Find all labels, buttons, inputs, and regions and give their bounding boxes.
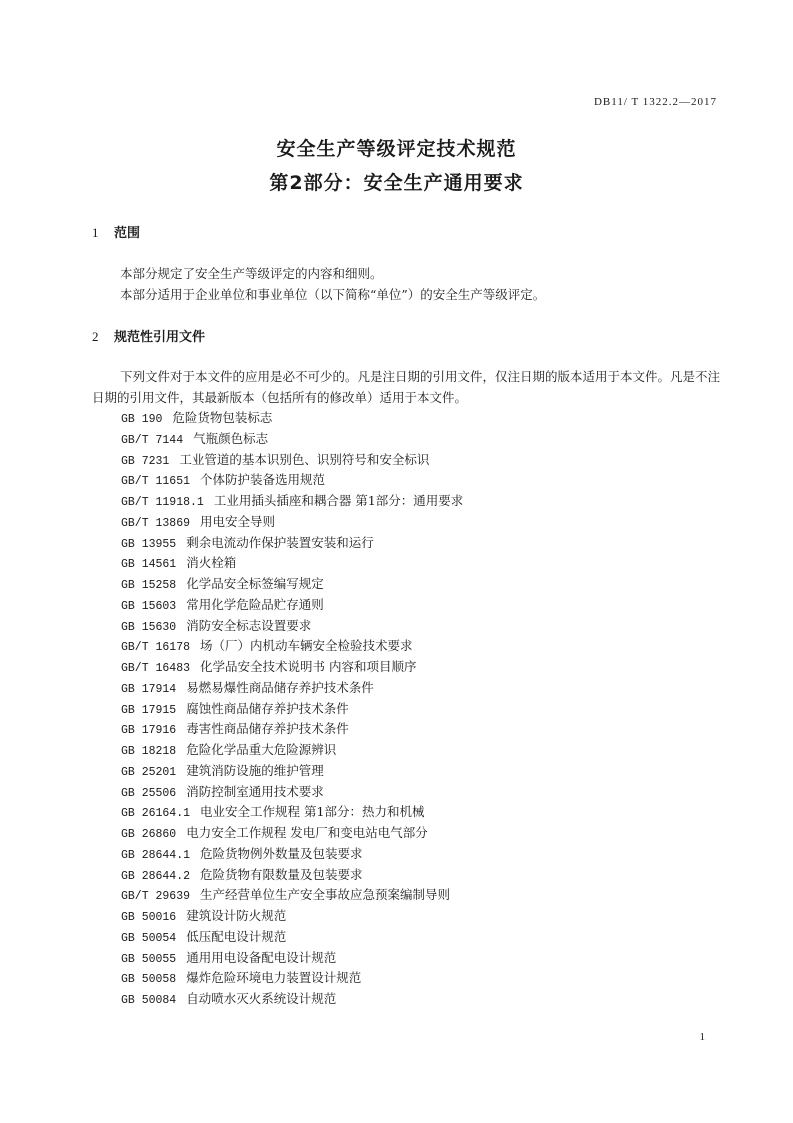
reference-title: 个体防护装备选用规范	[200, 472, 326, 488]
document-subtitle: 第2部分：安全生产通用要求	[269, 172, 524, 194]
reference-code: GB 26164.1	[121, 807, 191, 821]
reference-title: 危险货物包装标志	[172, 410, 273, 425]
reference-code: GB 28644.1	[121, 848, 191, 862]
section-title: 规范性引用文件	[114, 330, 206, 345]
reference-title: 低压配电设计规范	[186, 928, 287, 944]
reference-title: 生产经营单位生产安全事故应急预案编制导则	[200, 887, 451, 903]
reference-item	[121, 470, 463, 491]
standard-code: DB11/ T 1322.2—2017	[593, 96, 717, 108]
reference-code: GB 50054	[121, 931, 177, 945]
reference-item	[121, 719, 463, 740]
reference-code: GB/T 16483	[121, 662, 191, 675]
reference-code: GB 13955	[121, 537, 177, 551]
reference-item	[121, 948, 463, 969]
reference-title: 电力安全工作规程 发电厂和变电站电气部分	[186, 825, 428, 840]
reference-code: GB 28644.2	[121, 869, 191, 883]
reference-code: GB 26860	[121, 828, 177, 841]
reference-code: GB 50058	[121, 973, 177, 987]
reference-title: 危险货物有限数量及包装要求	[200, 866, 363, 882]
reference-title: 常用化学危险品贮存通则	[186, 596, 324, 612]
reference-item	[121, 657, 463, 678]
reference-code: GB/T 7144	[121, 433, 184, 447]
section-number: 2	[92, 329, 99, 344]
reference-code: GB/T 11918.1	[121, 496, 204, 509]
reference-title: 用电安全导则	[200, 513, 276, 529]
reference-code: GB 18218	[121, 745, 177, 758]
reference-title: 剩余电流动作保护装置安装和运行	[186, 534, 374, 550]
reference-code: GB 17915	[121, 703, 177, 717]
reference-item	[121, 823, 463, 844]
reference-code: GB 15603	[121, 599, 177, 613]
reference-list	[121, 408, 463, 1010]
reference-item	[121, 429, 463, 450]
reference-title: 工业用插头插座和耦合器 第1部分：通用要求	[213, 493, 464, 508]
reference-item	[121, 595, 463, 616]
scope-paragraph: 本部分适用于企业单位和事业单位（以下简称“单位”）的安全生产等级评定。	[120, 287, 546, 302]
scope-paragraph: 本部分规定了安全生产等级评定的内容和细则。	[120, 266, 383, 281]
page-number: 1	[699, 1031, 705, 1043]
reference-item	[121, 699, 463, 720]
references-intro-paragraph: 下列文件对于本文件的应用是必不可少的。凡是注日期的引用文件，仅注日期的版本适用于本文件。凡是不注日期的引用文件，其最新版本（包括所有的修改单）适用于本文件。	[92, 369, 721, 405]
reference-item	[121, 450, 463, 471]
reference-item	[121, 865, 463, 886]
reference-item	[121, 761, 463, 782]
reference-item	[121, 968, 463, 989]
reference-title: 爆炸危险环境电力装置设计规范	[186, 970, 362, 986]
reference-title: 消防安全标志设置要求	[186, 617, 312, 633]
reference-item	[121, 782, 463, 803]
reference-code: GB 14561	[121, 558, 177, 572]
section-heading-normative-references	[92, 326, 205, 345]
reference-item	[121, 740, 463, 761]
reference-item	[121, 574, 463, 595]
reference-code: GB 17916	[121, 724, 177, 738]
reference-title: 毒害性商品储存养护技术条件	[186, 721, 349, 737]
reference-title: 建筑设计防火规范	[186, 908, 287, 923]
reference-title: 工业管道的基本识别色、识别符号和安全标识	[179, 451, 430, 467]
reference-item	[121, 553, 463, 574]
reference-item	[121, 533, 463, 554]
reference-code: GB 50055	[121, 952, 177, 966]
reference-item	[121, 678, 463, 699]
reference-title: 化学品安全技术说明书 内容和项目顺序	[200, 659, 417, 674]
section-number: 1	[92, 225, 99, 240]
reference-item	[121, 927, 463, 948]
reference-item	[121, 616, 463, 637]
reference-item	[121, 802, 463, 823]
document-title: 安全生产等级评定技术规范	[276, 138, 517, 160]
reference-title: 消火栓箱	[186, 555, 237, 571]
reference-code: GB 50084	[121, 994, 177, 1007]
reference-code: GB 50016	[121, 911, 177, 924]
reference-code: GB 25201	[121, 765, 177, 779]
reference-title: 危险化学品重大危险源辨识	[186, 742, 337, 757]
section-heading-scope	[92, 222, 140, 241]
reference-item	[121, 512, 463, 533]
reference-item	[121, 989, 463, 1010]
reference-code: GB/T 11651	[121, 475, 191, 489]
reference-item	[121, 408, 463, 429]
reference-code: GB/T 16178	[121, 641, 191, 655]
reference-title: 消防控制室通用技术要求	[186, 783, 324, 799]
reference-item	[121, 844, 463, 865]
reference-item	[121, 491, 463, 512]
reference-title: 腐蚀性商品储存养护技术条件	[186, 700, 349, 716]
reference-title: 易燃易爆性商品储存养护技术条件	[186, 679, 374, 695]
reference-code: GB 17914	[121, 682, 177, 696]
reference-title: 化学品安全标签编写规定	[186, 576, 324, 591]
reference-title: 气瓶颜色标志	[193, 430, 269, 446]
reference-title: 场（厂）内机动车辆安全检验技术要求	[200, 638, 413, 654]
reference-code: GB 15258	[121, 579, 177, 592]
reference-item	[121, 906, 463, 927]
reference-title: 建筑消防设施的维护管理	[186, 762, 324, 778]
reference-code: GB/T 13869	[121, 516, 191, 530]
reference-code: GB 7231	[121, 454, 170, 468]
reference-code: GB 190	[121, 413, 163, 426]
reference-title: 电业安全工作规程 第1部分：热力和机械	[200, 804, 425, 820]
reference-title: 危险货物例外数量及包装要求	[200, 845, 363, 861]
reference-title: 自动喷水灭火系统设计规范	[186, 991, 337, 1006]
reference-item	[121, 636, 463, 657]
reference-code: GB 15630	[121, 620, 177, 634]
reference-code: GB/T 29639	[121, 890, 191, 904]
section-title: 范围	[114, 226, 141, 241]
reference-item	[121, 885, 463, 906]
reference-code: GB 25506	[121, 786, 177, 800]
reference-title: 通用用电设备配电设计规范	[186, 949, 337, 965]
